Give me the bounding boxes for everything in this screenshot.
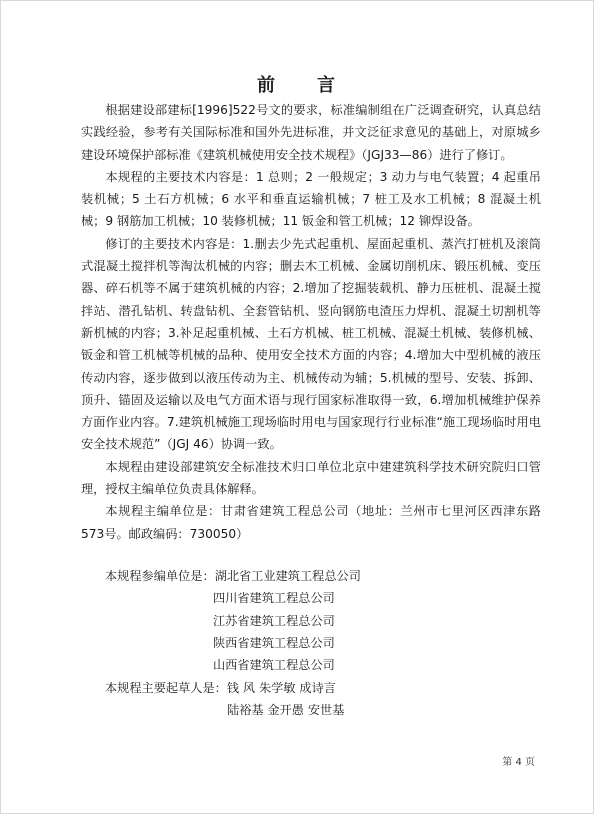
participant-item: 江苏省建筑工程总公司 — [213, 613, 335, 628]
paragraph-chief-editor: 本规程主编单位是：甘肃省建筑工程总公司（地址：兰州市七里河区西津东路573号。邮政编码：730050） — [81, 504, 541, 541]
participant-item: 湖北省工业建筑工程总公司 — [214, 569, 361, 583]
preface-body — [81, 99, 541, 545]
drafters-names: 钱 风 朱学敏 成诗言 — [226, 680, 336, 695]
drafters-names-continued: 陆裕基 金开愚 安世基 — [227, 702, 345, 717]
page-title: 前 言 — [257, 75, 337, 96]
drafters-row — [105, 677, 336, 699]
page-number: 第 4 页 — [502, 757, 535, 768]
paragraph-revisions: 修订的主要技术内容是：1.删去少先式起重机、屋面起重机、蒸汽打桩机及滚筒式混凝土搅拌机等淘汰机械的内容；删去木工机械、金属切削机床、锻压机械、变压器、碎石机等不属于建筑机械的内容；2.增加了挖掘装载机、静力压桩机、混凝土搅拌站、潜孔钻机、转盘钻机、全套管钻机、竖向钢筋电渣压力焊机、混凝土切割机等新机械的内容；3.补足起重机械、土石方机械、桩工机械、混凝土机械、装修机械、钣金和管工机械等机械的品种、使用安全技术方面的内容；4.增加大中型机械的液压传动内容，逐步做到以液压传动为主、机械传动为辅；5.机械的型号、安装、拆卸、顶升、锚固及运输以及电气方面术语与现行国家标准取得一致，6.增加机械维护保养方面作业内容。7.建筑机械施工现场临时用电与国家现行行业标准“施工现场临时用电安全技术规范”（JGJ 46）协调一致。 — [81, 236, 541, 452]
participant-item: 陕西省建筑工程总公司 — [213, 635, 335, 650]
participants-label: 本规程参编单位是：湖北省工业建筑工程总公司 — [105, 569, 361, 583]
drafters-label: 本规程主要起草人是： — [105, 680, 227, 695]
paragraph-management: 本规程由建设部建筑安全标准技术归口单位北京中建建筑科学技术研究院归口管理，授权主编单位负责具体解释。 — [81, 459, 541, 497]
participant-item: 四川省建筑工程总公司 — [213, 591, 335, 606]
paragraph-basis: 根据建设部建标[1996]522号文的要求，标准编制组在广泛调查研究，认真总结实践经验，参考有关国际标准和国外先进标准，并文泛征求意见的基础上，对原城乡建设环境保护部标准《建筑机械使用安全技术规程》（JGJ33—86）进行了修订。 — [81, 103, 541, 162]
participant-item: 山西省建筑工程总公司 — [213, 658, 335, 673]
paragraph-main-content: 本规程的主要技术内容是：1 总则；2 一般规定；3 动力与电气装置；4 起重吊装机械；5 土石方机械；6 水平和垂直运输机械；7 桩工及水工机械；8 混凝土机械；9 钢筋加工机械；10 装修机械；11 钣金和管工机械；12 铆焊设备。 — [81, 169, 541, 229]
